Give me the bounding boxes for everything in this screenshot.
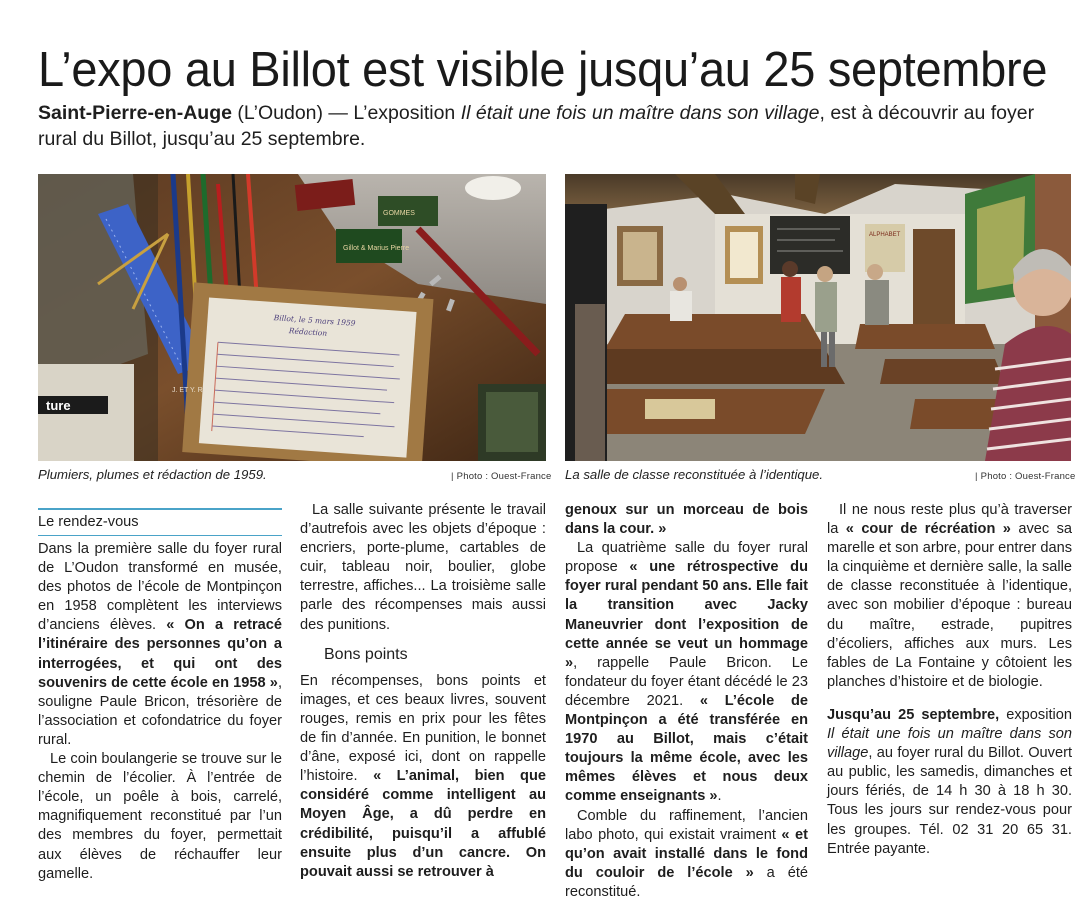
letter-date: Billot, le 5 mars 1959 <box>273 313 356 328</box>
paragraph <box>38 540 282 750</box>
photo-classroom <box>565 174 1071 461</box>
photo-caption-2: La salle de classe reconstituée à l’identique. <box>565 467 824 482</box>
classroom-poster-text: ALPHABET <box>869 232 901 238</box>
credit-text: Photo : Ouest-France <box>456 471 552 482</box>
standfirst-area: (L’Oudon) <box>237 102 324 124</box>
text: En récompenses, bons points et images, et ces beaux livres, souvent rouges, remis en prix pour les fêtes de fin d’année. En punition, le bonnet d’âne, exposé ici, dont on rappelle l’histoire. <box>300 672 546 785</box>
standfirst <box>38 100 1068 152</box>
paragraph <box>827 501 1072 692</box>
credit-pipe: | <box>451 471 454 482</box>
article-column-4 <box>827 501 1072 859</box>
letter-heading: Rédaction <box>288 326 328 338</box>
info-date: Jusqu’au 25 septembre, <box>827 706 1000 723</box>
standfirst-rest: , est à découvrir au foyer rural du Billot, jusqu’au 25 septembre. <box>38 102 1035 150</box>
credit-pipe: | <box>975 471 978 482</box>
text: Il ne nous reste plus qu’à traverser la <box>827 502 1072 538</box>
article-column-3 <box>565 501 808 902</box>
quote: « cour de récréation » <box>845 521 1011 538</box>
paragraph <box>565 501 808 539</box>
text: exposition <box>999 706 1072 723</box>
paragraph: Le coin boulangerie se trouve sur le chemin de l’écolier. À l’entrée de l’école, un poêle à bois, carrelé, magnifiquement reconstitué par l’un des membres du foyer, permettait aux élèves de réchauffer leur gamelle. <box>38 751 282 882</box>
text: , rappelle Paule Bricon. Le fondateur du foyer étant décédé le 23 décembre 2021. <box>565 654 808 709</box>
standfirst-place: Saint-Pierre-en-Auge <box>38 102 232 124</box>
paragraph: La salle suivante présente le travail d’autrefois avec les objets d’époque : encriers, porte-plume, cartables de cuir, tableau noir, boulier, globe terrestre, affiches... La troisième salle parle des récompenses mais aussi des punitions. <box>300 502 546 633</box>
text: Comble du raffinement, l’ancien labo photo, qui existait vraiment <box>565 807 808 843</box>
section-heading-rendez-vous: Le rendez-vous <box>38 508 282 536</box>
spacer <box>827 692 1072 706</box>
quote: « On a retracé l’itinéraire des personnes qu’on a interrogées, et qui ont des souvenirs de cette école en 1958 » <box>38 617 282 691</box>
standfirst-dash: — L’exposition <box>323 102 461 124</box>
quote: « une rétrospective du foyer rural pendant 50 ans. Elle fait la transition avec Jacky Maneuvrier dont l’exposition de cette année se veut un hommage » <box>565 559 808 671</box>
photo-pens-and-composition <box>38 174 546 461</box>
text: La quatrième salle du foyer rural propose <box>565 540 808 576</box>
photo-credit-2 <box>975 471 1076 482</box>
quote: « L’animal, bien que considéré comme intelligent au Moyen Âge, a dû perdre en crédibilité, puisqu’il a affublé ensuite plus d’un cancre. On pouvait aussi se retrouver à <box>300 768 546 880</box>
text: a été reconstitué. <box>565 864 808 900</box>
book-spine-text: J. ET Y. R. <box>172 387 205 394</box>
quote: « L’école de Montpinçon a été transférée en 1970 au Billot, mais c’était toujours la même école, avec les mêmes élèves et nous deux comme enseignants » <box>565 692 808 805</box>
paragraph <box>565 539 808 806</box>
text: avec sa marelle et son arbre, pour entrer dans la cinquième et dernière salle, la salle de classe reconstituée à l’identique, avec son mobilier d’époque : bureau du maître, estrade, pupitres d’écoliers, affiches aux murs. Les fables de La Fontaine y côtoient les planches d’histoire et de biologie. <box>827 521 1072 690</box>
paragraph <box>565 807 808 902</box>
subheading-bons-points: Bons points <box>324 645 408 663</box>
article-column-2 <box>300 501 546 882</box>
headline: L’expo au Billot est visible jusqu’au 25 septembre <box>38 41 1048 97</box>
article-column-1 <box>38 508 282 884</box>
quote: genoux sur un morceau de bois dans la cour. » <box>565 502 808 538</box>
practical-info <box>827 706 1072 859</box>
tin-label-2: GOMMES <box>383 210 415 217</box>
standfirst-exhibition-title: Il était une fois un maître dans son village <box>460 102 820 124</box>
credit-text: Photo : Ouest-France <box>980 471 1076 482</box>
photo-caption-1: Plumiers, plumes et rédaction de 1959. <box>38 467 267 482</box>
book-cover-text: ture <box>46 398 71 413</box>
photo-credit-1 <box>451 471 552 482</box>
text: , au foyer rural du Billot. Ouvert au public, les samedis, dimanches et jours fériés, de 14 h 30 à 18 h 30. Tous les jours sur rendez-vous pour les groupes. Tél. 02 31 20 65 31. Entrée payante. <box>827 745 1072 857</box>
exhibition-title: Il était une fois un maître dans son village <box>827 726 1072 762</box>
quote: « et qu’on avait installé dans le fond du couloir de l’école » <box>565 826 808 881</box>
text: , souligne Paule Bricon, trésorière de l’association et cofondatrice du foyer rural. <box>38 674 282 748</box>
text: Dans la première salle du foyer rural de L’Oudon transformé en musée, des photos de l’école de Montpinçon en 1958 complètent les interviews d’anciens élèves. <box>38 541 282 634</box>
paragraph <box>300 672 546 882</box>
tin-label: Gillot & Marius Pierre <box>343 245 410 252</box>
text: . <box>717 788 722 805</box>
